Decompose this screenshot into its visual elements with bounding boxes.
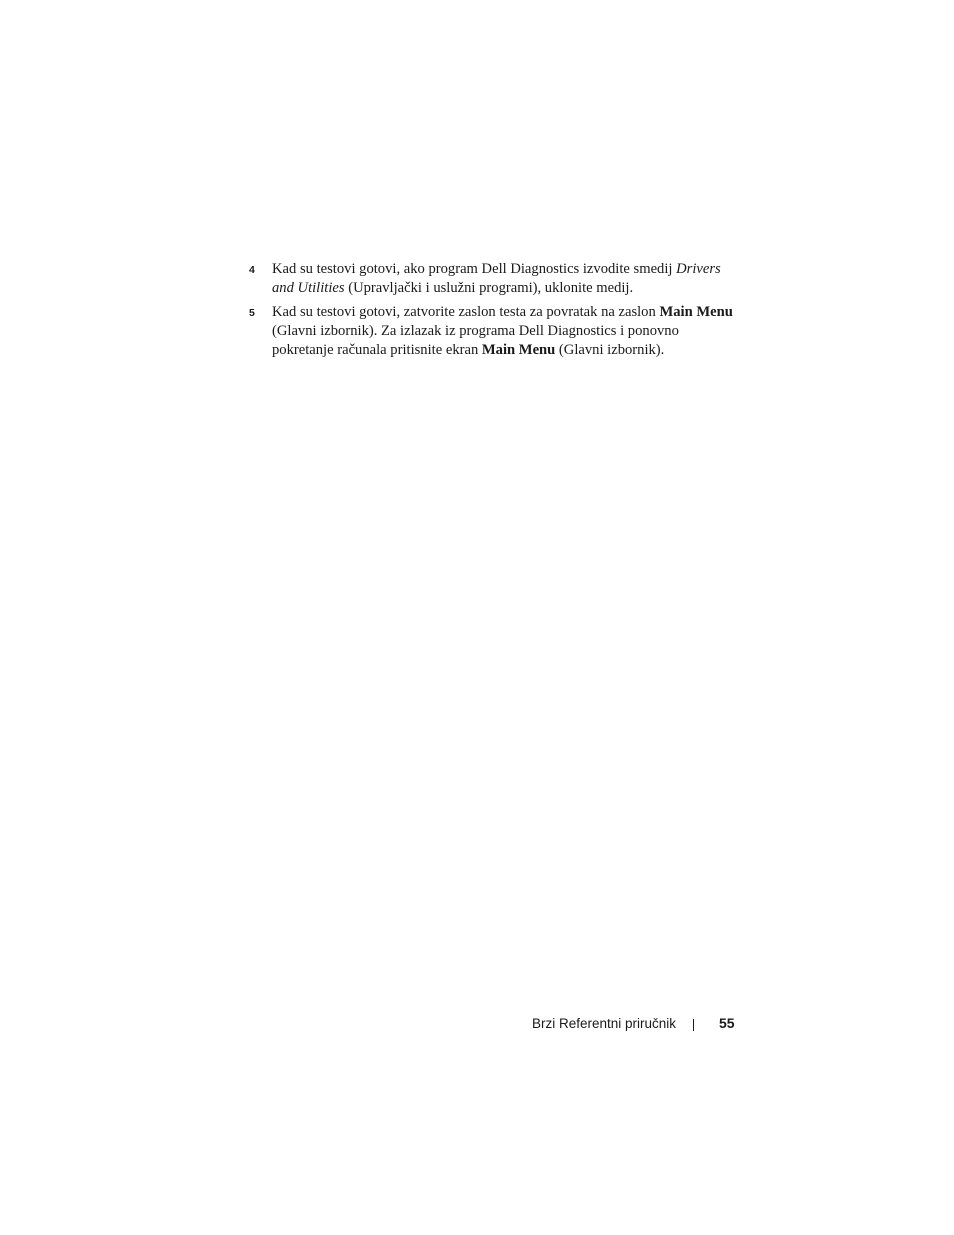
page-footer (520, 1014, 735, 1036)
step-text (272, 260, 737, 298)
footer-title: Brzi Referentni priručnik (532, 1016, 677, 1031)
step-text-part: (Upravljački i uslužni programi), uklonite medij. (344, 280, 634, 296)
step-italic-term: Drivers and Utilities (272, 261, 721, 296)
step-text-part: (Glavni izbornik). Za izlazak iz programa Dell Diagnostics i ponovno pokretanje računala pritisnite ekran (272, 323, 679, 358)
step-5 (249, 303, 739, 360)
step-text (272, 303, 737, 360)
step-4 (249, 260, 739, 298)
step-text-part: Kad su testovi gotovi, zatvorite zaslon testa za povratak na zaslon (272, 304, 660, 320)
step-bold-term: Main Menu (659, 304, 733, 320)
step-text-part: (Glavni izbornik). (555, 342, 665, 358)
step-text-part: Kad su testovi gotovi, ako program Dell Diagnostics izvodite smedij (272, 261, 677, 277)
step-bold-term: Main Menu (481, 342, 556, 358)
footer-separator (693, 1019, 694, 1031)
step-number: 4 (249, 264, 255, 276)
step-number: 5 (249, 307, 255, 319)
page-number: 55 (719, 1015, 735, 1031)
